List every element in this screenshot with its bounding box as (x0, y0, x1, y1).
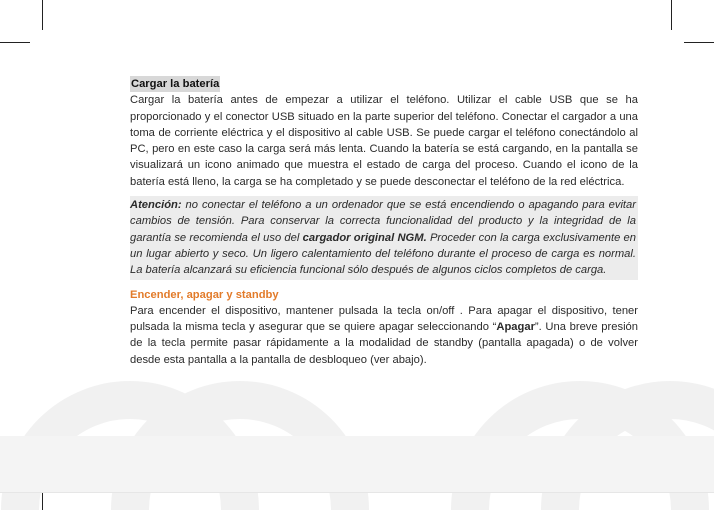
footer-band (0, 436, 714, 492)
footer-divider (0, 492, 714, 493)
notice-lead: Atención: (130, 199, 182, 212)
section-title-battery: Cargar la batería (130, 76, 220, 92)
notice-charger: cargador original NGM. (302, 231, 427, 244)
notice-text-2: Proceder con la carga exclusivamente en un lugar abierto y seco. Un ligero calentamiento del teléfono durante el proceso de carga es normal. La batería alcanzará su eficiencia funcional sólo después de algunos ciclos completos de carga. (130, 231, 637, 277)
page-content (130, 76, 638, 368)
section-title-power: Encender, apagar y standby (130, 288, 279, 301)
crop-mark (671, 0, 672, 30)
power-text-2: ”. Una breve presión de la tecla permite pasar rápidamente a la modalidad de standby (pantalla apagada) o de volver desde esta pantalla a la pantalla de desbloqueo (ver abajo). (130, 321, 638, 366)
power-off-label: Apagar (496, 321, 535, 334)
power-paragraph (130, 303, 638, 368)
notice-text: no conectar el teléfono a un ordenador que se está encendiendo o apagando para evitar cambios de tensión. Para conservar la correcta funcionalidad del producto y la integridad de la garantía se recomienda el uso del (130, 199, 636, 244)
power-text: Para encender el dispositivo, mantener pulsada la tecla on/off . Para apagar el dispositivo, tener pulsada la misma tecla y asegurar que se quiere apagar seleccionando “ (130, 304, 638, 334)
crop-mark (42, 0, 43, 30)
crop-mark (684, 42, 714, 43)
attention-notice (130, 196, 638, 279)
battery-paragraph: Cargar la batería antes de empezar a utilizar el teléfono. Utilizar el cable USB que se ha proporcionado y el conector USB situado en la parte superior del teléfono. Conectar el cargador a una toma de corriente eléctrica y el dispositivo al cable USB. Se puede cargar el teléfono conectándolo al PC, pero en este caso la carga será más lenta. Cuando la batería se está cargando, en la pantalla se visualizará un icono animado que muestra el estado de carga del proceso. Cuando el icono de la batería está lleno, la carga se ha completado y se puede desconectar el teléfono de la red eléctrica. (130, 94, 638, 188)
crop-mark (0, 42, 30, 43)
